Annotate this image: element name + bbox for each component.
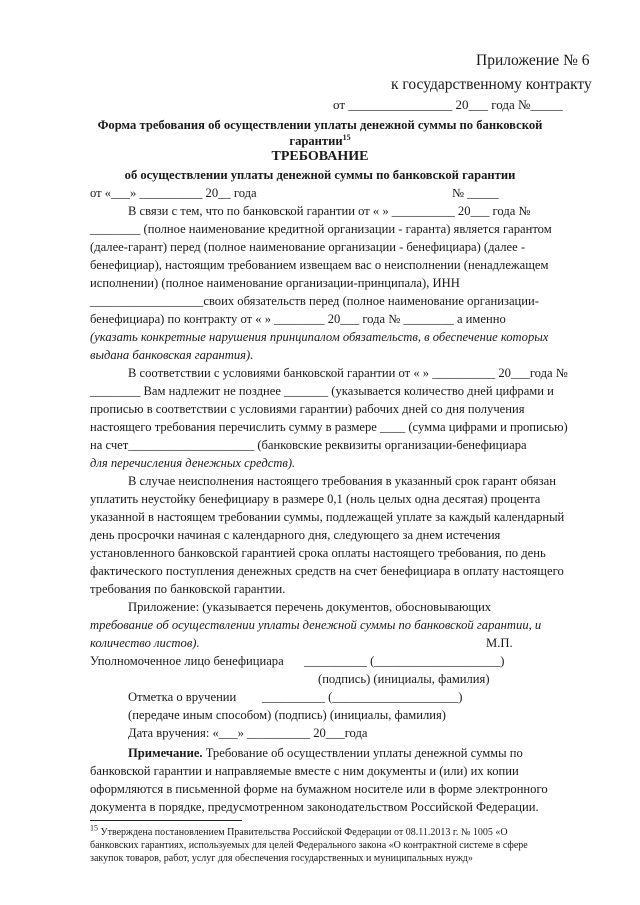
p1-line: (далее-гарант) перед (полное наименование организации - бенефициара) (далее - xyxy=(90,240,526,254)
delivery-mark-label: Отметка о вручении xyxy=(128,690,237,704)
document-title: ТРЕБОВАНИЕ xyxy=(271,149,369,164)
note-first-line: Примечание. Требование об осуществлении уплаты денежной суммы по xyxy=(128,746,523,760)
footnote-line: банковских гарантиях, используемых для целей Федерального закона «О контрактной системе в сфере xyxy=(90,840,528,851)
authorized-person-label: Уполномоченное лицо бенефициара xyxy=(90,654,284,668)
appendix-reference: к государственному контракту xyxy=(391,76,592,93)
p1-line: ________ (полное наименование кредитной организации - гаранта) является гарантом xyxy=(90,222,552,236)
authorized-signature-line: __________ (____________________) xyxy=(304,654,505,668)
delivery-signature-caption: (передаче иным способом) (подпись) (инициалы, фамилия) xyxy=(128,708,447,722)
request-date: от «___» __________ 20__ года xyxy=(90,186,257,200)
delivery-date: Дата вручения: «___» __________ 20___года xyxy=(128,726,368,740)
p4-line: количество листов). xyxy=(90,636,200,650)
footnote-separator xyxy=(90,820,242,821)
p4-line: требование об осуществлении уплаты денежной суммы по банковской гарантии, и xyxy=(90,618,542,632)
note-label: Примечание. xyxy=(128,746,203,760)
p3-line: В случае неисполнения настоящего требования в указанный срок гарант обязан xyxy=(128,474,556,488)
p2-line: прописью в соответствии с условиями гарантии) рабочих дней со дня получения xyxy=(90,402,525,416)
p1-line: (указать конкретные нарушения принципалом обязательств, в обеспечение которых xyxy=(90,330,549,344)
p1-line: В связи с тем, что по банковской гарантии от « » __________ 20___ года № xyxy=(128,204,531,218)
note-line: оформляются в письменной форме на бумажном носителе или в форме электронного xyxy=(90,782,548,796)
appendix-number: Приложение № 6 xyxy=(476,52,590,69)
p2-line: настоящего требования перечислить сумму в размере ____ (сумма цифрами и прописью) xyxy=(90,420,568,434)
note-line: документа в порядке, предусмотренном законодательством Российской Федерации. xyxy=(90,800,539,814)
p2-line: на счет____________________ (банковские реквизиты организации-бенефициара xyxy=(90,438,527,452)
request-number: № _____ xyxy=(452,186,499,200)
p4-line: Приложение: (указывается перечень документов, обосновывающих xyxy=(128,600,492,614)
seal-mark: М.П. xyxy=(486,636,513,650)
p3-line: установленного банковской гарантией срока оплаты настоящего требования, по день xyxy=(90,546,546,560)
form-title-line1: Форма требования об осуществлении уплаты денежной суммы по банковской xyxy=(97,118,543,132)
p3-line: указанной в настоящем требовании суммы, подлежащей уплате за каждый календарный xyxy=(90,510,565,524)
authorized-signature-caption: (подпись) (инициалы, фамилия) xyxy=(318,672,490,686)
p2-line: ________ Вам надлежит не позднее _______ (указывается количество дней цифрами и xyxy=(90,384,554,398)
footnote-line: $^{15}$ Утверждена постановлением Правительства Российской Федерации от 08.11.2013 г. № 1005 «О xyxy=(90,823,508,838)
p3-line: день просрочки начиная с календарного дня, следующего за днем истечения xyxy=(90,528,501,542)
appendix-date-line: от ________________ 20___ года №_____ xyxy=(333,97,563,112)
note-line: банковской гарантии и направляемые вместе с ним документы и (или) их копии xyxy=(90,764,519,778)
delivery-signature-line: __________ (____________________) xyxy=(262,690,463,704)
footnote-number: 15 xyxy=(90,823,98,833)
p1-line: выдана банковская гарантия). xyxy=(90,348,254,362)
document-subtitle: об осуществлении уплаты денежной суммы по банковской гарантии xyxy=(124,168,516,182)
p1-line: бенефициар), настоящим требованием извещаем вас о неисполнении (ненадлежащем xyxy=(90,258,549,272)
p1-line: исполнении) (полное наименование организации-принципала), ИНН xyxy=(90,276,460,290)
footnote-line: закупок товаров, работ, услуг для обеспечения государственных и муниципальных нужд» xyxy=(90,853,473,864)
p2-line: для перечисления денежных средств). xyxy=(90,456,296,470)
p1-line: __________________своих обязательств перед (полное наименование организации- xyxy=(90,294,539,308)
footnote-ref: 15 xyxy=(342,132,351,142)
p3-line: требования по банковской гарантии. xyxy=(90,582,286,596)
p1-line: бенефициара) по контракту от « » ________ 20___ года № ________ а именно xyxy=(90,312,506,326)
form-title-line2: гарантии$^{15}$ xyxy=(289,132,351,148)
p2-line: В соответствии с условиями банковской гарантии от « » __________ 20___года № xyxy=(128,366,568,380)
p3-line: уплатить неустойку бенефициару в размере 0,1 (ноль целых одна десятая) процента xyxy=(90,492,541,506)
p3-line: фактического поступления денежных средств на счет бенефициара в оплату настоящего xyxy=(90,564,564,578)
